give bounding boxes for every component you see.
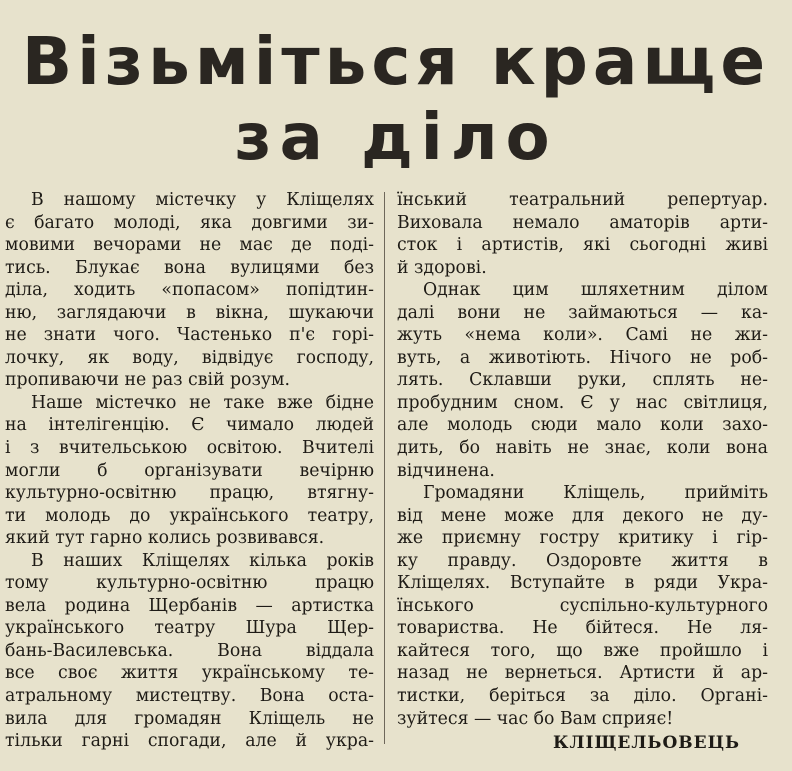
text-line: діла, ходить «попасом» попідтин- bbox=[5, 280, 374, 301]
article-paragraph bbox=[397, 189, 768, 279]
text-line: атральному мистецтву. Вона оста- bbox=[5, 686, 374, 707]
text-line: лять. Склавши руки, сплять не- bbox=[397, 370, 768, 391]
article-column-right bbox=[397, 189, 768, 730]
article-paragraph bbox=[5, 550, 374, 753]
text-line: на інтелігенцію. Є чимало людей bbox=[5, 415, 374, 436]
article-paragraph bbox=[397, 482, 768, 730]
text-line: тому культурно-освітню працю bbox=[5, 573, 374, 594]
text-line: й здорові. bbox=[397, 257, 487, 278]
text-line: Однак цим шляхетним ділом bbox=[423, 280, 768, 301]
text-line: все своє життя українському те- bbox=[5, 663, 374, 684]
text-line: їнського суспільно-культурного bbox=[397, 595, 768, 616]
text-line: тистки, беріться за діло. Органі- bbox=[397, 686, 768, 707]
text-line: же приємну гостру критику і гір- bbox=[397, 528, 768, 549]
author-signature: КЛІЩЕЛЬОВЕЦЬ bbox=[553, 733, 741, 753]
text-line: від мене може для декого не ду- bbox=[397, 505, 768, 526]
text-line: вуть, а животіють. Нічого не роб- bbox=[397, 347, 768, 368]
text-line: їнський театральний репертуар. bbox=[397, 190, 768, 210]
headline-line-1: Візьміться краще bbox=[21, 23, 771, 100]
headline-line-2: за діло bbox=[234, 101, 558, 175]
text-line: лочку, як воду, відвідує господу, bbox=[5, 347, 374, 368]
text-line: вила для громадян Кліщель не bbox=[5, 708, 374, 729]
text-line: далі вони не займаються — ка- bbox=[397, 302, 768, 323]
text-line: жуть «нема коли». Самі не жи- bbox=[397, 325, 768, 346]
text-line: не знати чого. Частенько п'є горі- bbox=[5, 325, 374, 346]
text-line: Наше містечко не таке вже бідне bbox=[31, 392, 374, 413]
text-line: могли б організувати вечірню bbox=[5, 460, 374, 481]
text-line: мовими вечорами не має де поді- bbox=[5, 235, 374, 256]
article-paragraph bbox=[5, 189, 374, 392]
text-line: який тут гарно колись розвивався. bbox=[5, 528, 325, 549]
text-line: Громадяни Кліщель, прийміть bbox=[423, 483, 768, 504]
text-line: кайтеся того, що вже пройшло і bbox=[397, 640, 768, 661]
text-line: В нашому містечку у Кліщелях bbox=[31, 190, 374, 210]
text-line: зуйтеся — час бо Вам сприяє! bbox=[397, 708, 674, 729]
text-line: українського театру Шура Щер- bbox=[5, 618, 374, 639]
text-line: пробудним сном. Є у нас світлиця, bbox=[397, 392, 768, 413]
text-line: ти молодь до українського театру, bbox=[5, 505, 374, 526]
text-line: і з вчительською освітою. Вчителі bbox=[5, 438, 374, 459]
text-line: тись. Блукає вона вулицями без bbox=[5, 257, 374, 278]
text-line: є багато молоді, яка довгими зи- bbox=[5, 212, 374, 233]
text-line: бань-Василевська. Вона віддала bbox=[5, 640, 374, 661]
text-line: товариства. Не бійтеся. Не ля- bbox=[397, 618, 768, 639]
article-column-left bbox=[5, 189, 374, 753]
text-line: В наших Кліщелях кілька років bbox=[31, 550, 374, 571]
text-line: Кліщелях. Вступайте в ряди Укра- bbox=[397, 573, 768, 594]
text-line: вела родина Щербанів — артистка bbox=[5, 595, 374, 616]
article-paragraph bbox=[5, 392, 374, 550]
article-paragraph bbox=[397, 279, 768, 482]
text-line: сток і артистів, які сьогодні живі bbox=[397, 235, 768, 256]
text-line: пропиваючи не раз свій розум. bbox=[5, 370, 290, 391]
text-line: дить, бо навіть не знає, коли вона bbox=[397, 438, 768, 459]
text-line: але молодь сюди мало коли захо- bbox=[397, 415, 768, 436]
text-line: ню, заглядаючи в вікна, шукаючи bbox=[5, 302, 374, 323]
text-line: ку правду. Оздоровте життя в bbox=[397, 550, 768, 571]
text-line: тільки гарні спогади, але й укра- bbox=[5, 731, 374, 752]
text-line: назад не вернеться. Артисти й ар- bbox=[397, 663, 768, 684]
text-line: відчинена. bbox=[397, 460, 495, 481]
text-line: Виховала немало аматорів арти- bbox=[397, 212, 768, 233]
column-divider bbox=[384, 192, 385, 744]
text-line: культурно-освітню працю, втягну- bbox=[5, 483, 374, 504]
